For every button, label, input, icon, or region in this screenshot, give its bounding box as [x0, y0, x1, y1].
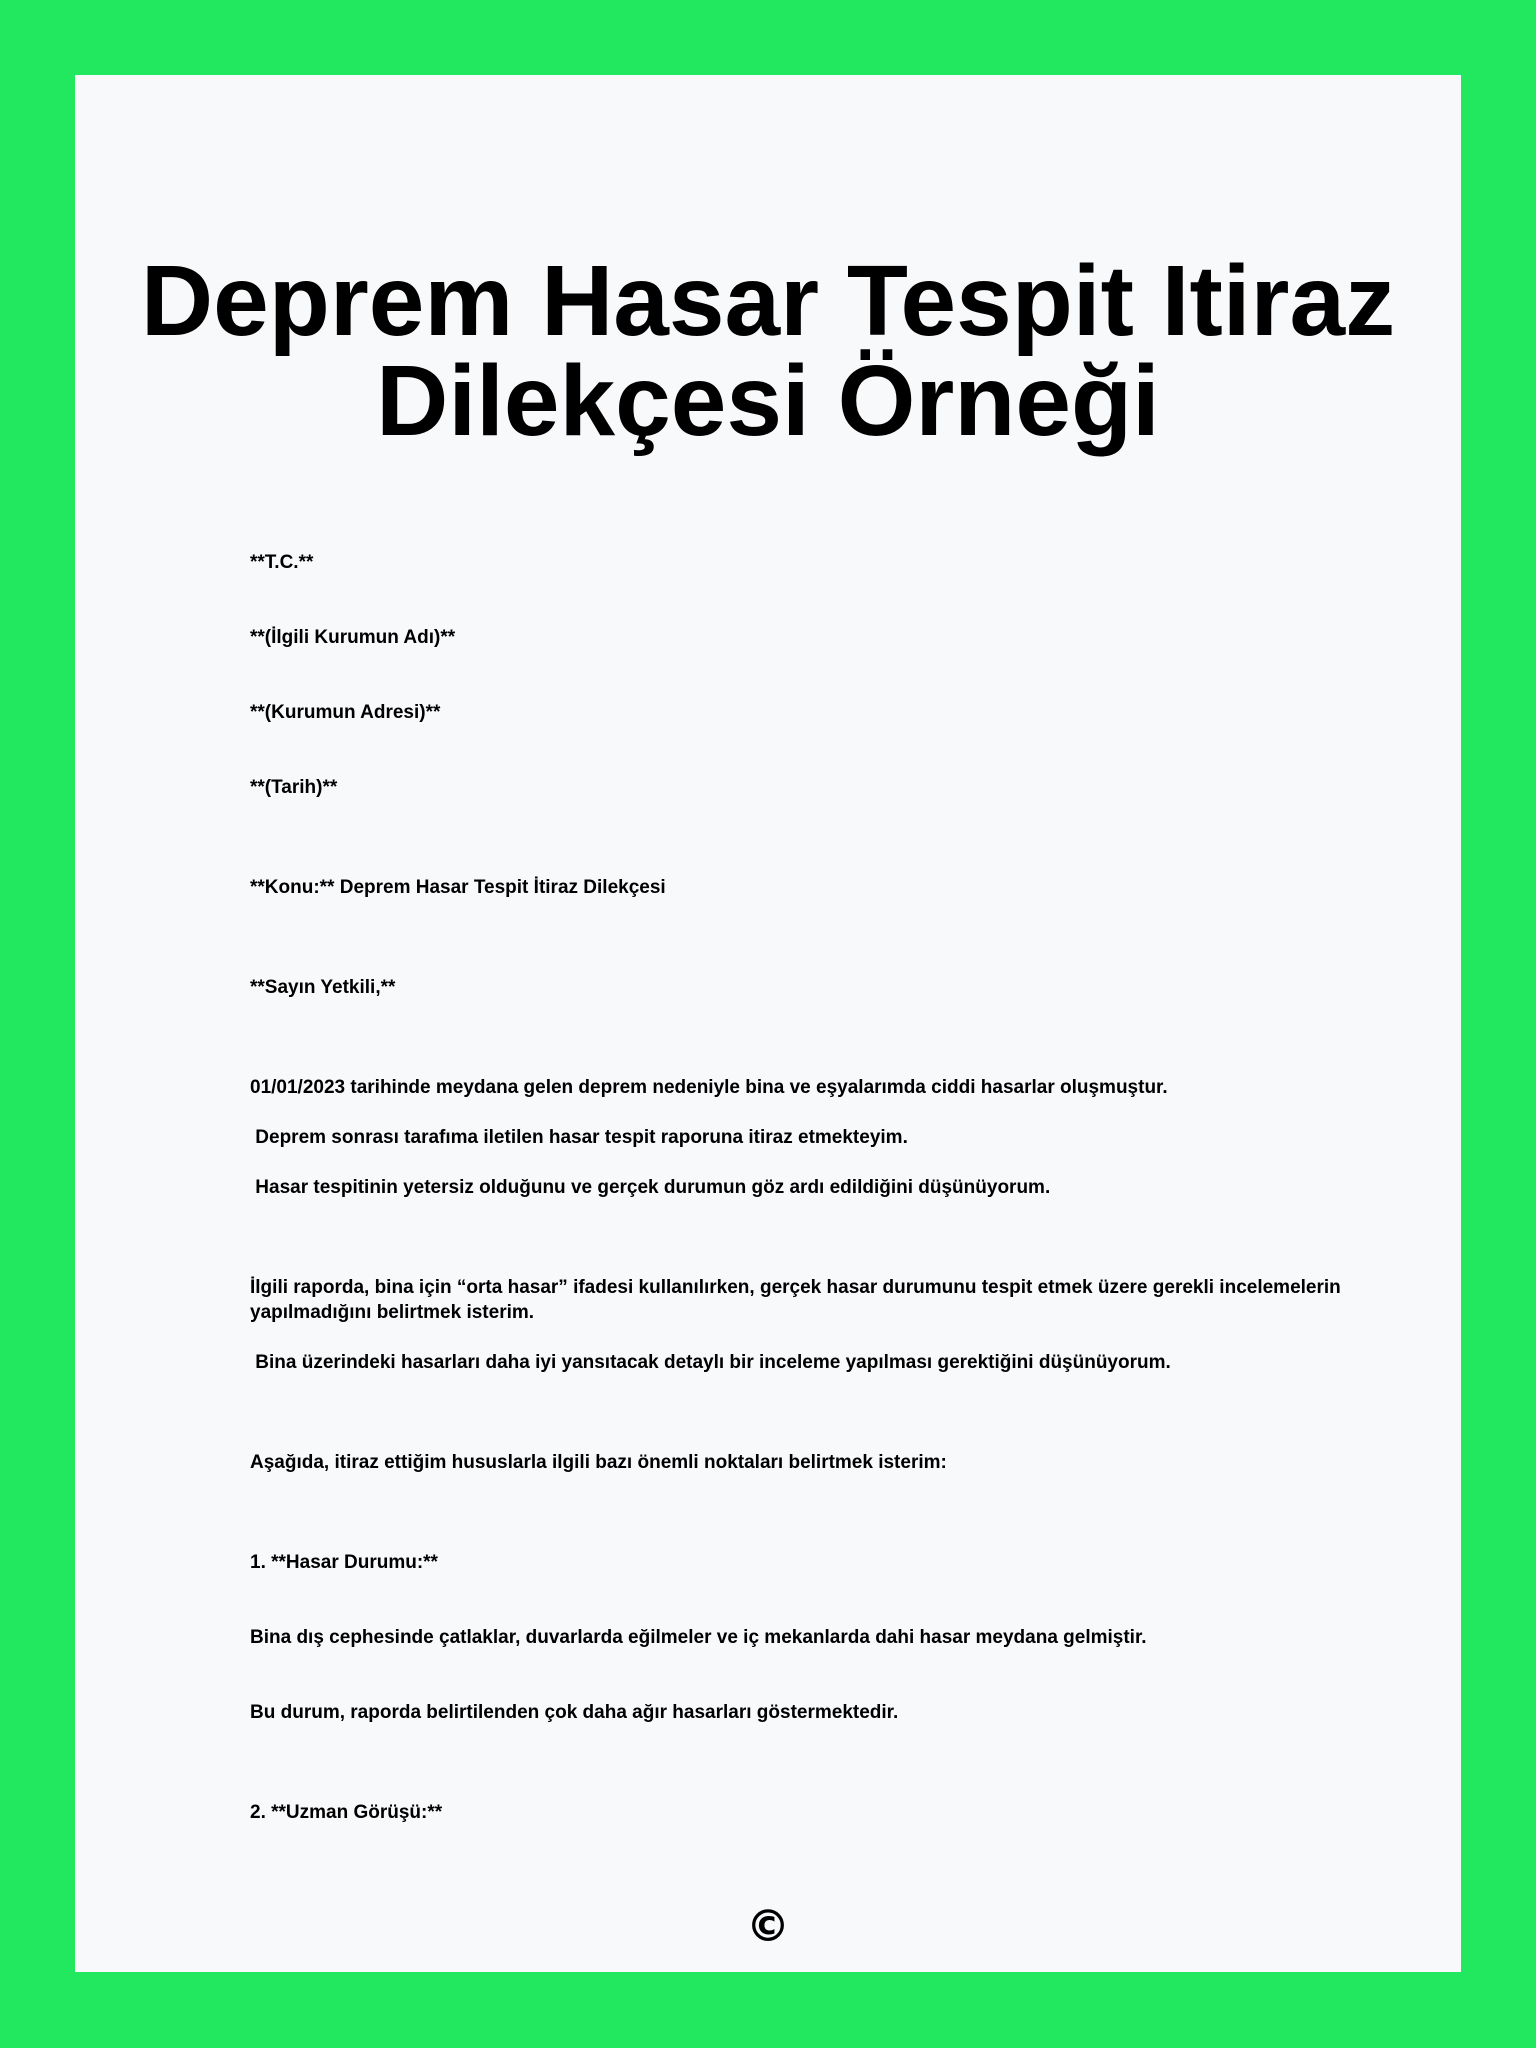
list-heading-expert: 2. **Uzman Görüşü:**	[250, 1802, 443, 1823]
paragraph-line: İlgili raporda, bina için “orta hasar” ifadesi kullanılırken, gerçek hasar durumunu tespit etmek üzere gerekli incelemelerin yapılmadığını belirtmek isterim.	[250, 1277, 1341, 1323]
document-page	[75, 75, 1461, 1972]
header-line-address: **(Kurumun Adresi)**	[250, 702, 441, 723]
header-line-date: **(Tarih)**	[250, 777, 338, 798]
paragraph-line: Deprem sonrası tarafıma iletilen hasar tespit raporuna itiraz etmekteyim.	[250, 1127, 908, 1148]
document-title: Deprem Hasar Tespit Itiraz Dilekçesi Örneği	[140, 245, 1396, 457]
paragraph-line: Hasar tespitinin yetersiz olduğunu ve gerçek durumun göz ardı edildiğini düşünüyorum.	[250, 1177, 1051, 1198]
copyright-icon: ©	[746, 1901, 790, 1952]
header-line-institution: **(İlgili Kurumun Adı)**	[250, 627, 456, 648]
paragraph-line: 01/01/2023 tarihinde meydana gelen deprem nedeniyle bina ve eşyalarımda ciddi hasarlar oluşmuştur.	[250, 1077, 1168, 1098]
subject-line: **Konu:** Deprem Hasar Tespit İtiraz Dilekçesi	[250, 877, 666, 898]
paragraph-line: Bina dış cephesinde çatlaklar, duvarlarda eğilmeler ve iç mekanlarda dahi hasar meydana gelmiştir.	[250, 1627, 1147, 1648]
header-line-tc: **T.C.**	[250, 552, 314, 573]
paragraph-line: Bu durum, raporda belirtilenden çok daha ağır hasarları göstermektedir.	[250, 1702, 899, 1723]
salutation-line: **Sayın Yetkili,**	[250, 977, 396, 998]
paragraph-line: Aşağıda, itiraz ettiğim hususlarla ilgili bazı önemli noktaları belirtmek isterim:	[250, 1452, 947, 1473]
list-heading-damage: 1. **Hasar Durumu:**	[250, 1552, 438, 1573]
paragraph-line: Bina üzerindeki hasarları daha iyi yansıtacak detaylı bir inceleme yapılması gerektiğini düşünüyorum.	[250, 1352, 1171, 1373]
